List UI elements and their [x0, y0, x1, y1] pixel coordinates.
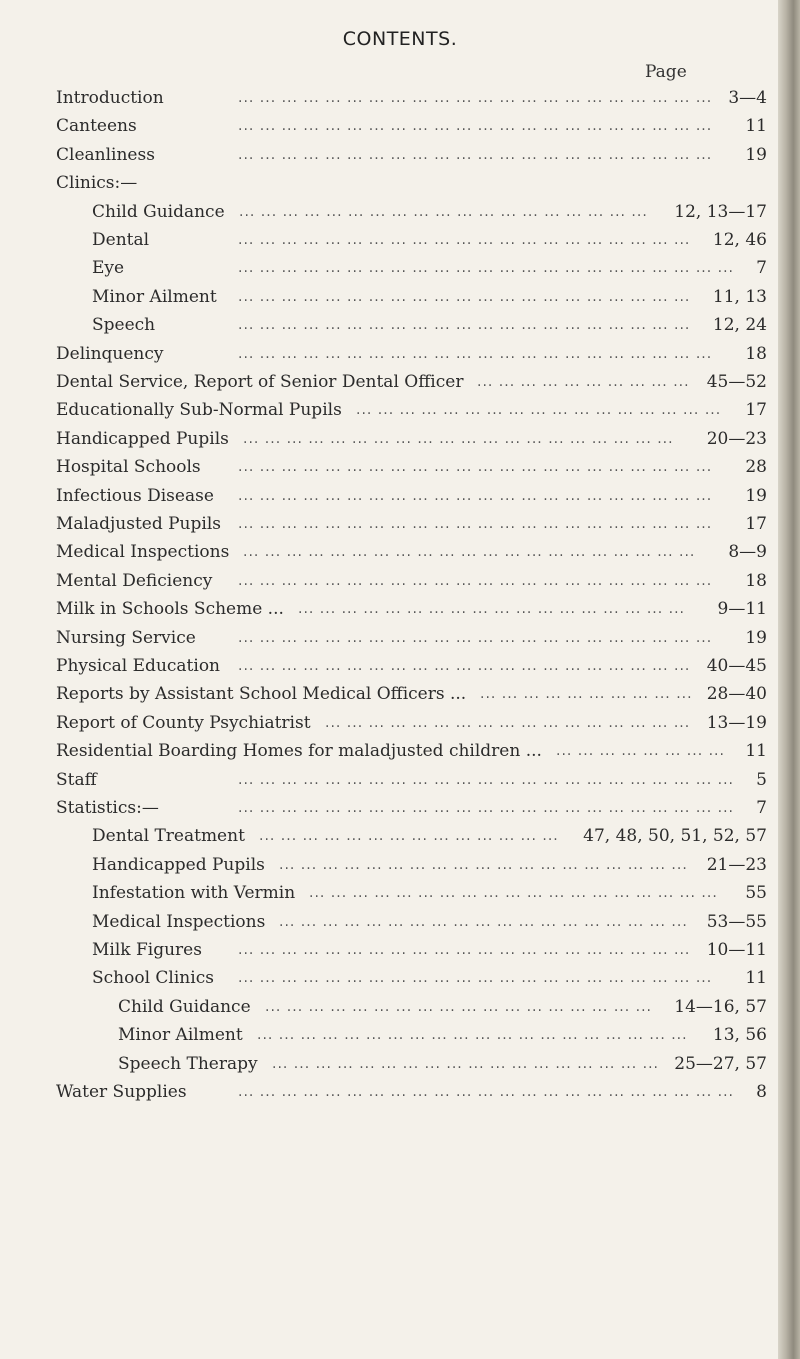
contents-entry [0, 1050, 767, 1078]
leader-dots: ... ... ... ... ... ... ... ... ... ... ... ... ... ... ... ... ... ... ... [309, 885, 718, 901]
entry-label: Dental Service, Report of Senior Dental Officer [56, 372, 464, 392]
entry-label: Residential Boarding Homes for maladjusted children ... [56, 741, 542, 761]
leader-dots: ... ... ... ... ... ... ... ... ... ... ... ... ... ... ... ... ... ... ... ... ... ... [238, 147, 713, 163]
entry-label: Infestation with Vermin [92, 883, 296, 903]
entry-label: Delinquency [56, 344, 164, 364]
page-title: CONTENTS. [342, 28, 458, 50]
entry-label: Eye [92, 258, 125, 278]
entry-pages: 28—40 [706, 684, 767, 704]
entry-pages: 14—16, 57 [674, 997, 767, 1017]
contents-entry [0, 709, 767, 737]
entry-pages: 21—23 [706, 855, 767, 875]
contents-entry [0, 652, 767, 680]
contents-entry [0, 908, 767, 936]
contents-entry [0, 538, 767, 566]
leader-dots: ... ... ... ... ... ... ... ... ... ... ... ... ... ... ... ... ... ... ... ... [243, 431, 674, 447]
entry-label: Medical Inspections [56, 542, 230, 562]
entry-pages: 12, 46 [712, 230, 767, 250]
leader-dots: ... ... ... ... ... ... ... ... ... ... ... ... ... ... ... ... ... ... ... ... ... ... ... [238, 1084, 734, 1100]
contents-entry [0, 510, 767, 538]
leader-dots: ... ... ... ... ... ... ... ... ... ... ... ... ... ... ... ... ... ... [265, 999, 652, 1015]
entry-label: Cleanliness [56, 145, 155, 165]
contents-entry [0, 425, 767, 453]
contents-entry [0, 851, 767, 879]
entry-label: Hospital Schools [56, 457, 201, 477]
entry-label: Minor Ailment [118, 1025, 243, 1045]
leader-dots: ... ... ... ... ... ... ... ... ... ... [477, 374, 690, 390]
entry-pages: 40—45 [706, 656, 767, 676]
contents-entry [0, 453, 767, 481]
leader-dots: ... ... ... ... ... ... ... ... ... ... ... ... ... ... ... ... ... [325, 715, 691, 731]
contents-entry [0, 283, 767, 311]
contents-entry [0, 766, 767, 794]
contents-entry [0, 84, 767, 112]
leader-dots: ... ... ... ... ... ... ... ... ... ... ... ... ... ... ... ... ... ... ... ... ... ... [238, 459, 713, 475]
contents-entry [0, 482, 767, 510]
entry-label: Staff [56, 770, 97, 790]
entry-label: Statistics:— [56, 798, 159, 818]
entry-pages: 17 [745, 514, 767, 534]
contents-entry [0, 737, 767, 765]
entry-label: Physical Education [56, 656, 220, 676]
entry-label: School Clinics [92, 968, 214, 988]
entry-pages: 11 [745, 968, 767, 988]
contents-entry [0, 993, 767, 1021]
contents-entry [0, 624, 767, 652]
entry-label: Speech [92, 315, 156, 335]
entry-pages: 47, 48, 50, 51, 52, 57 [583, 826, 767, 846]
contents-entry [0, 1078, 767, 1106]
entry-label: Report of County Psychiatrist [56, 713, 311, 733]
leader-dots: ... ... ... ... ... ... ... ... ... ... ... ... ... ... ... ... ... ... ... ... [257, 1027, 688, 1043]
contents-entry [0, 198, 767, 226]
leader-dots: ... ... ... ... ... ... ... ... ... ... ... ... ... ... ... ... ... ... ... ... ... ... ... [238, 260, 734, 276]
entry-label: Maladjusted Pupils [56, 514, 221, 534]
entry-label: Mental Deficiency [56, 571, 213, 591]
contents-entry [0, 254, 767, 282]
entry-pages: 53—55 [706, 912, 767, 932]
entry-label: Child Guidance [118, 997, 251, 1017]
leader-dots: ... ... ... ... ... ... ... ... ... ... ... ... ... ... ... ... ... ... ... ... ... ... [238, 516, 713, 532]
contents-entry [0, 680, 767, 708]
entry-pages: 17 [745, 400, 767, 420]
entry-pages: 5 [756, 770, 767, 790]
leader-dots: ... ... ... ... ... ... ... ... ... ... [480, 686, 693, 702]
entry-pages: 11 [745, 116, 767, 136]
entry-label: Educationally Sub-Normal Pupils [56, 400, 342, 420]
leader-dots: ... ... ... ... ... ... ... ... ... ... ... ... ... ... ... ... ... ... ... [279, 914, 688, 930]
contents-entry [0, 794, 767, 822]
entry-label: Handicapped Pupils [92, 855, 265, 875]
entry-pages: 18 [745, 344, 767, 364]
entry-pages: 55 [745, 883, 767, 903]
leader-dots: ... ... ... ... ... ... ... ... ... ... ... ... ... ... ... ... ... ... ... ... ... [243, 544, 696, 560]
entry-pages: 28 [745, 457, 767, 477]
entry-label: Dental [92, 230, 150, 250]
entry-pages: 8—9 [728, 542, 767, 562]
entry-label: Milk Figures [92, 940, 202, 960]
leader-dots: ... ... ... ... ... ... ... ... ... ... ... ... ... ... ... ... ... ... [272, 1056, 659, 1072]
entry-label: Speech Therapy [118, 1054, 258, 1074]
contents-entry [0, 964, 767, 992]
leader-dots: ... ... ... ... ... ... ... ... ... ... ... ... ... ... ... ... ... ... ... ... ... ... [238, 90, 713, 106]
entry-label: Reports by Assistant School Medical Officers ... [56, 684, 467, 704]
contents-entry [0, 879, 767, 907]
contents-entry [0, 396, 767, 424]
leader-dots: ... ... ... ... ... ... ... ... ... ... ... ... ... ... ... ... ... ... ... ... ... [238, 317, 691, 333]
entry-pages: 19 [745, 486, 767, 506]
leader-dots: ... ... ... ... ... ... ... ... ... ... ... ... ... ... ... ... ... ... ... ... ... ... [238, 573, 713, 589]
entry-pages: 7 [756, 798, 767, 818]
contents-entry [0, 311, 767, 339]
entry-pages: 10—11 [706, 940, 767, 960]
entry-label: Nursing Service [56, 628, 196, 648]
entry-pages: 19 [745, 628, 767, 648]
page-column-header: Page [645, 62, 687, 82]
leader-dots: ... ... ... ... ... ... ... ... ... ... ... ... ... ... ... ... ... ... ... ... ... ... [238, 118, 713, 134]
leader-dots: ... ... ... ... ... ... ... ... ... ... ... ... ... ... ... ... ... ... ... [279, 857, 688, 873]
entry-label: Milk in Schools Scheme ... [56, 599, 284, 619]
leader-dots: ... ... ... ... ... ... ... ... ... ... ... ... ... ... ... ... ... ... ... ... ... ... [238, 346, 713, 362]
entry-label: Handicapped Pupils [56, 429, 229, 449]
leader-dots: ... ... ... ... ... ... ... ... [556, 743, 725, 759]
entry-label: Canteens [56, 116, 137, 136]
entry-label: Minor Ailment [92, 287, 217, 307]
leader-dots: ... ... ... ... ... ... ... ... ... ... ... ... ... ... ... ... ... ... ... ... ... [238, 942, 691, 958]
leader-dots: ... ... ... ... ... ... ... ... ... ... ... ... ... ... ... ... ... ... ... ... ... ... ... [238, 800, 734, 816]
leader-dots: ... ... ... ... ... ... ... ... ... ... ... ... ... ... ... ... ... ... ... [239, 204, 648, 220]
leader-dots: ... ... ... ... ... ... ... ... ... ... ... ... ... ... ... ... ... ... [298, 601, 685, 617]
leader-dots: ... ... ... ... ... ... ... ... ... ... ... ... ... ... ... ... ... ... ... ... ... ... [238, 630, 713, 646]
contents-entry [0, 169, 767, 197]
entry-pages: 18 [745, 571, 767, 591]
contents-entry [0, 226, 767, 254]
contents-entry [0, 141, 767, 169]
contents-entry [0, 1021, 767, 1049]
entry-label: Infectious Disease [56, 486, 214, 506]
entry-label: Introduction [56, 88, 164, 108]
entry-pages: 25—27, 57 [674, 1054, 767, 1074]
entry-pages: 19 [745, 145, 767, 165]
entry-label: Clinics:— [56, 173, 138, 193]
entry-pages: 8 [756, 1082, 767, 1102]
contents-entry [0, 595, 767, 623]
contents-entry [0, 822, 767, 850]
contents-entry [0, 340, 767, 368]
entry-pages: 9—11 [717, 599, 767, 619]
entry-pages: 13, 56 [712, 1025, 767, 1045]
contents-entry [0, 112, 767, 140]
entry-pages: 13—19 [706, 713, 767, 733]
entry-label: Water Supplies [56, 1082, 187, 1102]
leader-dots: ... ... ... ... ... ... ... ... ... ... ... ... ... ... ... ... ... ... ... ... ... [238, 289, 691, 305]
entry-label: Medical Inspections [92, 912, 266, 932]
leader-dots: ... ... ... ... ... ... ... ... ... ... ... ... ... ... ... ... ... ... ... ... ... ... [238, 970, 713, 986]
contents-entry [0, 936, 767, 964]
entry-pages: 20—23 [706, 429, 767, 449]
leader-dots: ... ... ... ... ... ... ... ... ... ... ... ... ... ... ... ... ... ... ... ... ... [238, 232, 691, 248]
leader-dots: ... ... ... ... ... ... ... ... ... ... ... ... ... ... ... ... ... ... ... ... ... ... ... [238, 772, 734, 788]
entry-pages: 3—4 [728, 88, 767, 108]
leader-dots: ... ... ... ... ... ... ... ... ... ... ... ... ... ... ... ... ... [356, 402, 722, 418]
leader-dots: ... ... ... ... ... ... ... ... ... ... ... ... ... ... [259, 828, 559, 844]
leader-dots: ... ... ... ... ... ... ... ... ... ... ... ... ... ... ... ... ... ... ... ... ... [238, 658, 691, 674]
entry-pages: 11, 13 [712, 287, 767, 307]
contents-entry [0, 368, 767, 396]
entry-label: Dental Treatment [92, 826, 245, 846]
entry-pages: 12, 24 [712, 315, 767, 335]
entry-pages: 45—52 [706, 372, 767, 392]
entry-pages: 7 [756, 258, 767, 278]
page-edge-shadow [778, 0, 800, 1359]
contents-entry [0, 567, 767, 595]
entry-pages: 11 [745, 741, 767, 761]
leader-dots: ... ... ... ... ... ... ... ... ... ... ... ... ... ... ... ... ... ... ... ... ... ... [238, 488, 713, 504]
entry-pages: 12, 13—17 [674, 202, 767, 222]
entry-label: Child Guidance [92, 202, 225, 222]
